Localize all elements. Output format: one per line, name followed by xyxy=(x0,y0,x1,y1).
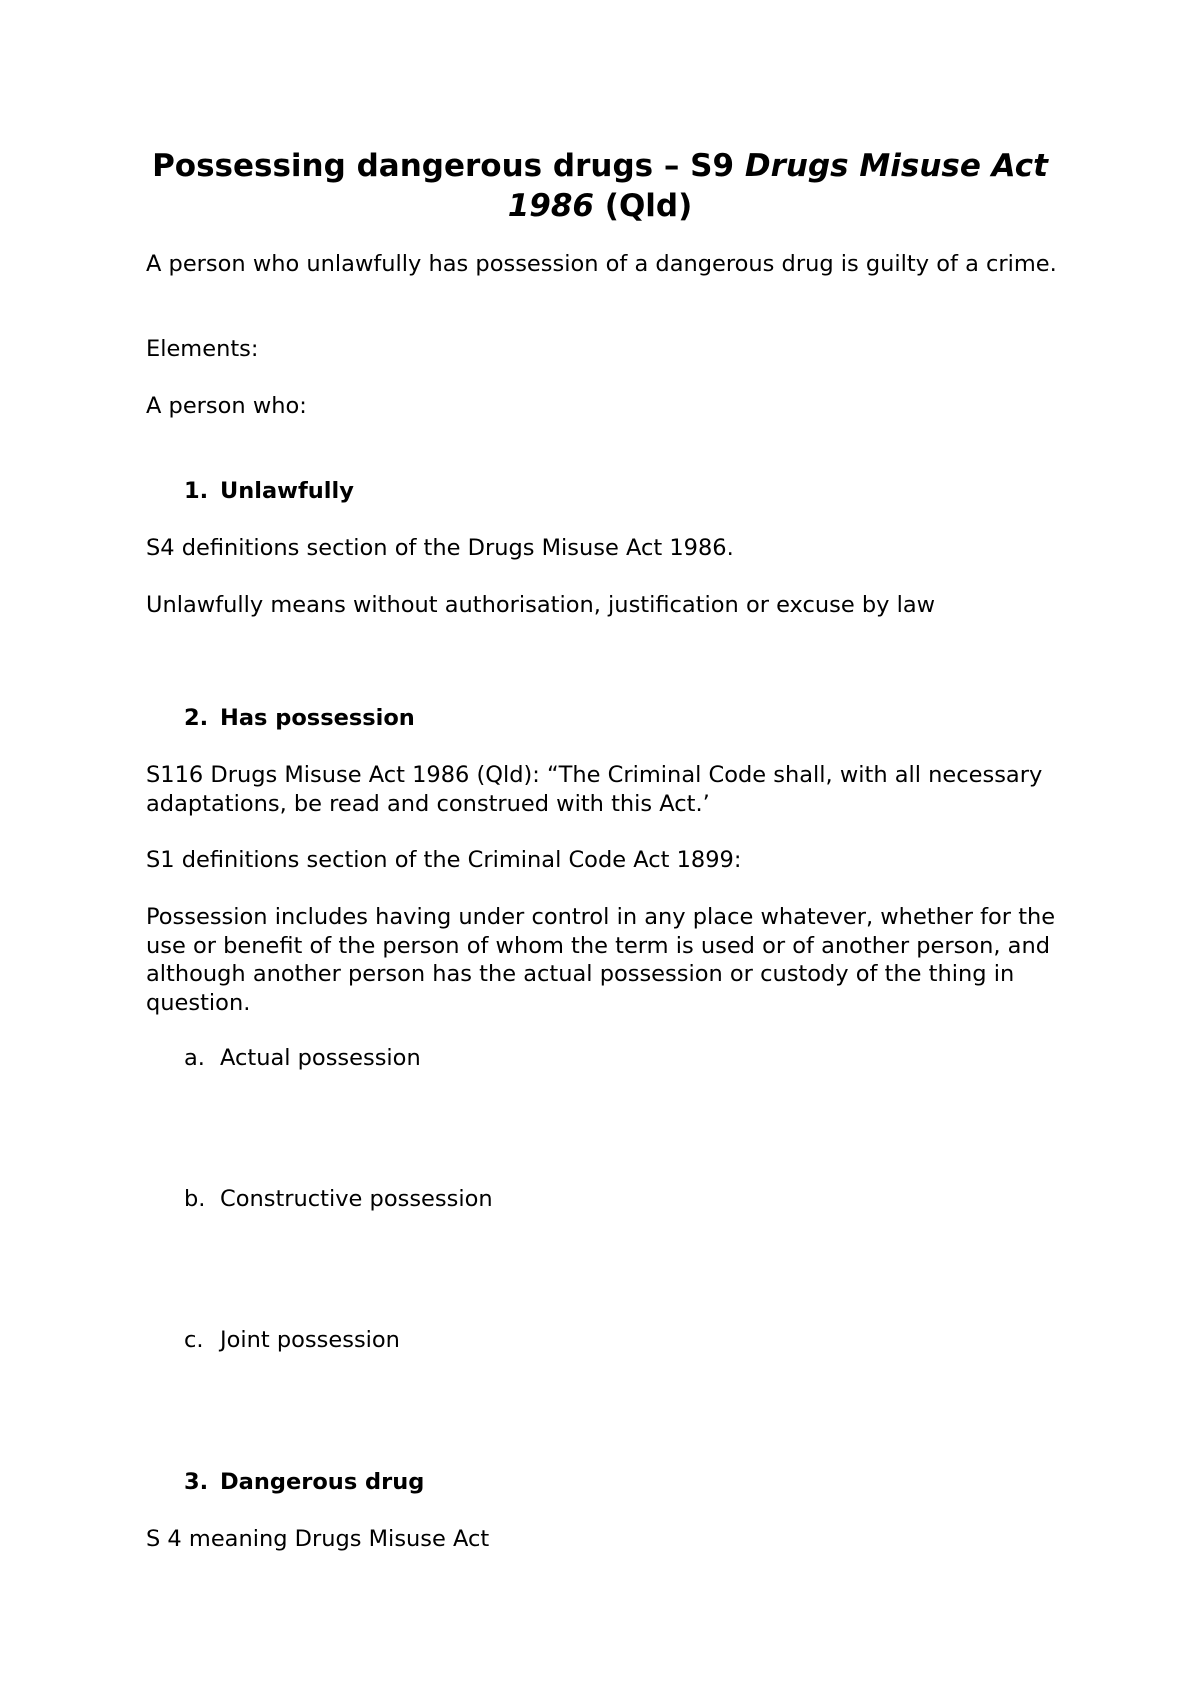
title-text: Possessing dangerous drugs – S9 xyxy=(152,148,745,184)
subitem-text: Actual possession xyxy=(220,1045,421,1071)
intro-paragraph: A person who unlawfully has possession of a dangerous drug is guilty of a crime. xyxy=(146,251,1057,277)
document-title xyxy=(146,146,1054,226)
section-2-paragraph: S116 Drugs Misuse Act 1986 (Qld): “The Criminal Code shall, with all necessary adaptations, be read and construed with this Act.’ xyxy=(146,762,1043,817)
section-heading-text: Unlawfully xyxy=(220,478,354,504)
section-heading-dangerous-drug xyxy=(184,1468,424,1497)
elements-label: Elements: xyxy=(146,336,259,362)
subitem-letter: a. xyxy=(184,1045,205,1071)
section-2-paragraph: S1 definitions section of the Criminal Code Act 1899: xyxy=(146,847,742,873)
subitem-text: Joint possession xyxy=(220,1327,400,1353)
title-italic-act: Drugs Misuse Act 1986 xyxy=(507,148,1048,224)
section-number: 1. xyxy=(184,478,209,504)
possession-subitem xyxy=(184,1326,400,1355)
section-heading-text: Has possession xyxy=(220,705,415,731)
subitem-letter: c. xyxy=(184,1327,204,1353)
section-3-paragraph: S 4 meaning Drugs Misuse Act xyxy=(146,1526,490,1552)
subitem-letter: b. xyxy=(184,1186,206,1212)
section-number: 2. xyxy=(184,705,209,731)
possession-subitem xyxy=(184,1044,421,1073)
section-heading-has-possession xyxy=(184,704,415,733)
section-heading-unlawfully xyxy=(184,477,354,506)
subitem-text: Constructive possession xyxy=(220,1186,493,1212)
section-2-paragraph: Possession includes having under control in any place whatever, whether for the use or benefit of the person of whom the term is used or of another person, and although another person has the actual possession or custody of the thing in question. xyxy=(146,904,1056,1016)
section-1-paragraph: Unlawfully means without authorisation, justification or excuse by law xyxy=(146,592,936,618)
section-heading-text: Dangerous drug xyxy=(220,1469,425,1495)
section-1-paragraph: S4 definitions section of the Drugs Misuse Act 1986. xyxy=(146,535,734,561)
section-number: 3. xyxy=(184,1469,209,1495)
title-jurisdiction: (Qld) xyxy=(593,188,693,224)
possession-subitem xyxy=(184,1185,493,1214)
person-who-label: A person who: xyxy=(146,393,307,419)
